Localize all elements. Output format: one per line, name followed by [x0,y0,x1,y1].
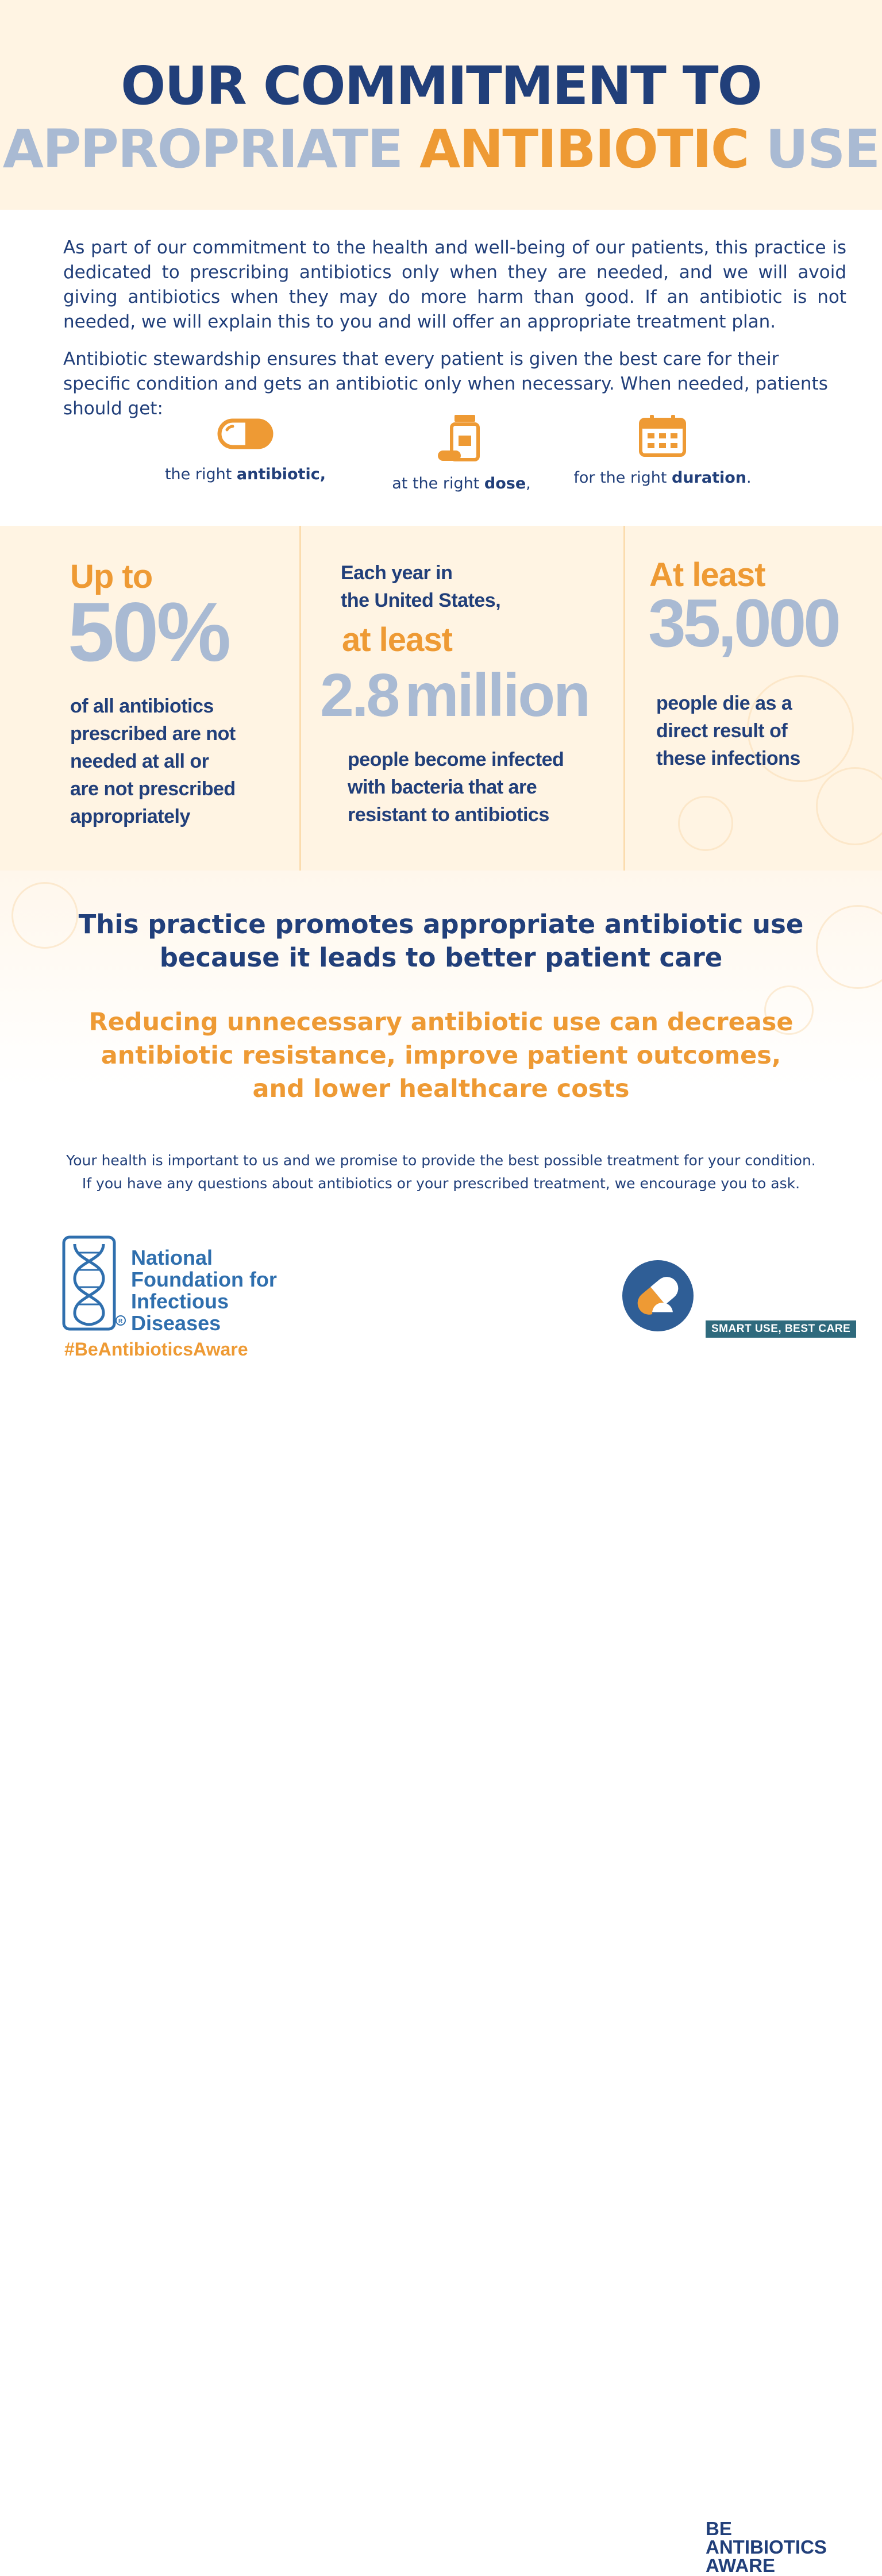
svg-text:R: R [118,1318,123,1324]
stats-band [0,526,882,871]
stat-1-figure: 50% [68,585,229,679]
intro-paragraph-2: Antibiotic stewardship ensures that every patient is given the best care for their specific condition and gets an antibiotic only when necessary. When needed, patients should get: [63,349,828,419]
right-dose-caption: at the right dose, [392,475,531,492]
stat-infections [319,526,618,871]
stat-2-figure: 2.8 million [320,661,589,729]
stat-3-description: people die as a direct result of these infections [656,692,800,769]
right-duration-caption: for the right duration. [573,469,752,487]
stat-2-lead: at least [342,621,452,659]
title-line-2 [0,118,882,181]
right-antibiotic [136,414,355,483]
title-word-appropriate: APPROPRIATE [2,118,420,180]
calendar-icon [638,414,687,457]
stat-1-lead: Up to [70,558,153,595]
title-line-1: OUR COMMITMENT TO [121,55,761,117]
title-word-use: USE [748,118,880,180]
capsule-logo-icon [621,1258,695,1333]
nfid-name: National Foundation for Infectious Diseases [131,1246,277,1335]
pill-bottle-icon [436,414,487,463]
stat-unneeded-antibiotics [70,526,294,871]
header-banner [0,0,882,210]
title-word-antibiotic: ANTIBIOTIC [419,118,749,180]
right-dose [352,414,571,492]
intro-paragraph-1: As part of our commitment to the health and well-being of our patients, this practice is dedicated to prescribing antibiotics only when they are needed, and we will avoid giving antibiotics when they may do more harm than good. If an antibiotic is not needed, we will explain this to you and will offer an appropriate treatment plan. [63,237,846,332]
nfid-logo [62,1235,277,1335]
stat-2-description: people become infected with bacteria that are resistant to antibiotics [348,749,564,826]
right-antibiotic-caption: the right antibiotic, [164,465,326,483]
stat-1-description: of all antibiotics prescribed are not needed at all or are not prescribed appropriately [70,695,236,827]
intro-text [63,236,846,434]
dna-helix-icon [62,1235,126,1333]
stats-divider [299,526,301,871]
baa-wordmark: BE ANTIBIOTICS AWARE [706,2518,827,2576]
stat-deaths [648,526,878,871]
baa-tagline: SMART USE, BEST CARE [706,1320,856,1338]
stat-2-preface: Each year in the United States, [341,562,501,611]
promo-section [0,871,882,1141]
hashtag: #BeAntibioticsAware [64,1339,248,1360]
closing-text: Your health is important to us and we promise to provide the best possible treatment for your condition. If you have any questions about antibiotics or your prescribed treatment, we encourage you to ask. [66,1152,816,1192]
stat-3-lead: At least [649,556,765,594]
stat-3-figure: 35,000 [648,586,838,661]
promo-statement: This practice promotes appropriate antibiotic use because it leads to better patient care [78,909,804,973]
right-duration [553,414,772,487]
pill-icon [217,414,274,454]
stats-divider [623,526,625,871]
promo-benefits: Reducing unnecessary antibiotic use can decrease antibiotic resistance, improve patient outcomes, and lower healthcare costs [88,1008,794,1103]
